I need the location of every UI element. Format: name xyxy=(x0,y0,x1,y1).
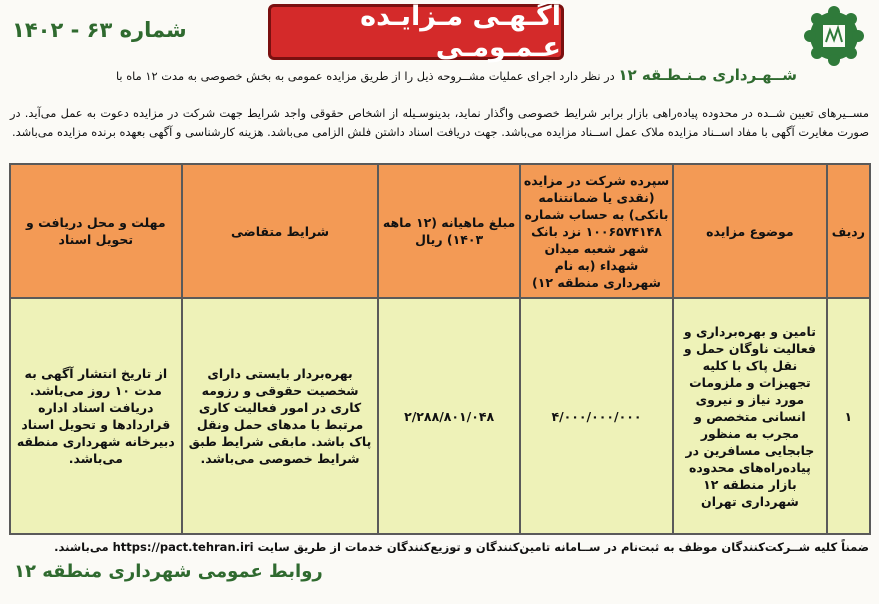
cell-subject: تامین و بهره‌برداری و فعالیت ناوگان حمل و نقل پاک با کلیه تجهیزات و ملزومات مورد نیاز و نیروی انسانی متخصص و مجرب به منظور جابجایی مسافرین در پیاده‌راه‌های محدوده بازار منطقه ۱۲ شهرداری تهران xyxy=(673,298,826,534)
cell-row-number: ۱ xyxy=(827,298,870,534)
organization-name: شــهـرداری مـنـطـقه ۱۲ xyxy=(618,66,797,84)
header-deadline: مهلت و محل دریافت و تحویل اسناد xyxy=(10,164,182,298)
municipality-logo-icon xyxy=(803,6,865,66)
header-row-number: ردیف xyxy=(827,164,870,298)
header-conditions: شرایط متقاضی xyxy=(182,164,379,298)
intro-continuation: مســیرهای تعیین شــده در محدوده پیاده‌راهی بازار برابر شرایط خصوصی واگذار نماید، بدینوسـیله از اشخاص حقوقی واجد شرایط جهت شرکت در مزایده دعوت به عمل می‌آید. در صورت مغایرت آگهی با مفاد اســناد مزایده ملاک عمل اســناد مزایده می‌باشد. جهت دریافت اسناد داشتن فلش الزامی می‌باشد. هزینه کارشناسی و آگهی بعهده برنده مزایده می‌باشد. xyxy=(10,106,869,139)
cell-monthly-amount: ۲/۲۸۸/۸۰۱/۰۴۸ xyxy=(378,298,519,534)
cell-deadline: از تاریخ انتشار آگهی به مدت ۱۰ روز می‌باشد. دریافت اسناد اداره قراردادها و تحویل اسناد دبیرخانه شهرداری منطقه می‌باشد. xyxy=(10,298,182,534)
cell-conditions: بهره‌بردار بایستی دارای شخصیت حقوقی و رزومه کاری در امور فعالیت کاری مرتبط با مدهای حمل ونقل پاک باشد. مابقی شرایط طبق شرایط خصوصی می‌باشد. xyxy=(182,298,379,534)
intro-line1: در نظر دارد اجرای عملیات مشــروحه ذیل را از طریق مزایده عمومی به بخش خصوصی به مدت ۱۲ ماه با xyxy=(115,69,619,83)
header-monthly-amount: مبلغ ماهیانه (۱۲ ماهه ۱۴۰۳) ریال xyxy=(378,164,519,298)
notice-title: آگـهـی مـزایـده عـمـومـی xyxy=(360,1,561,63)
issue-number: شماره ۶۳ - ۱۴۰۲ xyxy=(12,18,187,42)
cell-deposit: ۴/۰۰۰/۰۰۰/۰۰۰ xyxy=(520,298,673,534)
table-row xyxy=(10,298,870,534)
title-banner xyxy=(268,1,564,63)
intro-paragraph xyxy=(10,66,797,86)
table-header-row xyxy=(10,164,870,298)
header-deposit: سپرده شرکت در مزایده (نقدی یا ضمانتنامه بانکی) به حساب شماره ۱۰۰۶۵۷۴۱۴۸ نزد بانک شهر شعبه میدان شهداء (به نام شهرداری منطقه ۱۲) xyxy=(520,164,673,298)
header-subject: موضوع مزایده xyxy=(673,164,826,298)
footer-note: ضمناً کلیه شــرکت‌کنندگان موظف به ثبت‌نام در ســامانه تامین‌کنندگان و توزیع‌کنندگان خدمات از طریق سایت https://pact.tehran.iri می‌باشند. xyxy=(54,540,869,554)
footer-signature: روابط عمومی شهرداری منطقه ۱۲ xyxy=(14,561,323,582)
auction-table xyxy=(9,163,871,535)
